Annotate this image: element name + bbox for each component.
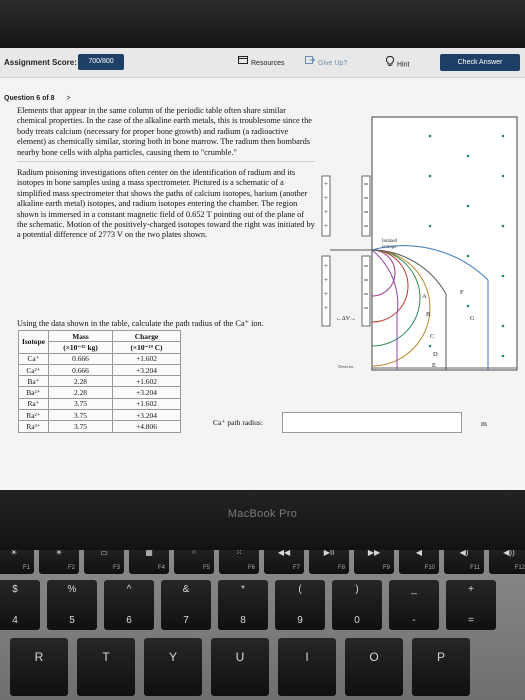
laptop-brand-text: MacBook Pro — [227, 508, 298, 520]
assignment-score-value: 700/800 — [78, 54, 124, 70]
key-main-symbol: 0 — [354, 615, 360, 626]
cell-isotope: Ca⁺ — [19, 353, 49, 364]
function-key-icon: ▶▶ — [367, 550, 381, 557]
give-up-icon — [305, 56, 315, 70]
cell-isotope: Ra³⁺ — [19, 421, 49, 432]
path-label-e: E — [432, 362, 436, 369]
letter-key-label: U — [235, 650, 245, 664]
cell-isotope: Ra⁺ — [19, 398, 49, 409]
assignment-header — [0, 48, 525, 78]
function-key-7[interactable] — [264, 550, 304, 574]
key-shift-symbol: $ — [12, 584, 18, 595]
letter-key[interactable] — [144, 638, 202, 696]
function-key-label: F7 — [292, 565, 300, 571]
plate-sign: + — [324, 276, 328, 284]
key-main-symbol: = — [468, 615, 474, 626]
plate-charges — [324, 180, 328, 312]
function-key-icon: ◀ — [415, 550, 423, 557]
key-main-symbol: - — [412, 615, 416, 626]
check-answer-button[interactable]: Check Answer — [440, 54, 520, 71]
resources-button[interactable] — [238, 56, 284, 70]
function-key-5[interactable] — [174, 550, 214, 574]
assignment-score-label: Assignment Score: — [4, 58, 77, 67]
table-row — [19, 421, 181, 432]
key-main-symbol: 5 — [69, 615, 75, 626]
question-text — [17, 106, 315, 245]
cell-charge: +3.204 — [113, 387, 181, 398]
key-main-symbol: 6 — [126, 615, 132, 626]
question-navigation — [4, 95, 71, 102]
key-shift-symbol: & — [182, 584, 190, 595]
number-key[interactable] — [332, 580, 382, 630]
function-key-2[interactable] — [39, 550, 79, 574]
number-key[interactable] — [275, 580, 325, 630]
letter-key-label: R — [34, 650, 44, 664]
function-key-icon: ⁘ — [190, 550, 198, 557]
cell-mass: 2.28 — [49, 376, 113, 387]
laptop-bezel-top — [0, 0, 525, 48]
key-shift-symbol: ) — [355, 584, 359, 595]
function-key-10[interactable] — [399, 550, 439, 574]
hint-button[interactable] — [386, 56, 409, 70]
letter-key-label: Y — [168, 650, 177, 664]
table-header-charge-unit: (×10⁻¹⁹ C) — [113, 342, 181, 353]
question-counter: Question 6 of 8 — [4, 95, 55, 102]
function-key-label: F4 — [157, 565, 165, 571]
cell-isotope: Ra²⁺ — [19, 410, 49, 421]
function-key-label: F9 — [382, 565, 390, 571]
function-key-label: F5 — [202, 565, 210, 571]
number-key[interactable] — [0, 580, 40, 630]
function-key-label: F6 — [247, 565, 255, 571]
plate-sign: + — [324, 262, 328, 270]
plate-sign: + — [324, 222, 328, 230]
letter-key-label: P — [436, 650, 445, 664]
give-up-button[interactable] — [305, 56, 347, 70]
function-key-label: F1 — [22, 565, 30, 571]
resources-label: Resources — [251, 59, 285, 67]
number-key[interactable] — [389, 580, 439, 630]
keyboard — [0, 550, 525, 700]
letter-key[interactable] — [10, 638, 68, 696]
plate-sign: + — [324, 304, 328, 312]
cell-mass: 3.75 — [49, 398, 113, 409]
function-key-12[interactable] — [489, 550, 525, 574]
plate-sign: + — [324, 290, 328, 298]
resources-icon — [238, 56, 248, 70]
path-label-f: F — [460, 289, 464, 296]
cell-mass: 0.666 — [49, 364, 113, 375]
number-key[interactable] — [218, 580, 268, 630]
key-shift-symbol: ( — [298, 584, 302, 595]
cell-charge: +1.602 — [113, 376, 181, 387]
letter-key[interactable] — [77, 638, 135, 696]
function-key-icon: ▭ — [100, 550, 108, 557]
cell-charge: +3.204 — [113, 364, 181, 375]
question-paragraph-intro: Elements that appear in the same column of the periodic table often share similar chemical properties. In the case of the alkaline earth metals, this is troublesome since the body treats calcium (necessary for proper bone growth) and radium (a radioactive element) as chemically similar, storing both in bone marrow. The radium then bombards nearby bone cells with alpha particles, causing them to "crumble." — [17, 106, 315, 162]
function-key-1[interactable] — [0, 550, 34, 574]
letter-key[interactable] — [345, 638, 403, 696]
key-shift-symbol: _ — [411, 584, 417, 595]
cell-charge: +1.602 — [113, 398, 181, 409]
plate-sign: + — [324, 194, 328, 202]
path-label-b: B — [426, 311, 431, 318]
letter-key-label: O — [369, 650, 379, 664]
function-key-3[interactable] — [84, 550, 124, 574]
key-main-symbol: 9 — [297, 615, 303, 626]
cell-charge: +1.602 — [113, 353, 181, 364]
question-prompt: Using the data shown in the table, calculate the path radius of the Ca⁺ ion. — [17, 319, 264, 328]
function-key-icon: ◀)) — [503, 550, 515, 557]
mass-spectrometer-svg — [318, 116, 518, 371]
function-key-label: F3 — [112, 565, 120, 571]
function-key-label: F8 — [337, 565, 345, 571]
number-key[interactable] — [446, 580, 496, 630]
key-shift-symbol: + — [468, 584, 474, 595]
key-main-symbol: 4 — [12, 615, 18, 626]
function-key-label: F12 — [514, 565, 525, 571]
cell-charge: +4.806 — [113, 421, 181, 432]
cell-mass: 3.75 — [49, 410, 113, 421]
path-label-g: G — [470, 315, 475, 322]
question-paragraph-setup: Radium poisoning investigations often center on the identification of radium and its isotopes in bone samples using a mass spectrometer. Pictured is a schematic of a simplified mass spectrometer that shows the paths of calcium isotopes, barium (another alkaline earth metal) isotopes, and radium isotopes entering the chamber. The region shown is immersed in a constant magnetic field of 0.652 T pointing out of the plane of the schematic. Motion of the positively-charged isotopes toward the right was initiated by a potential difference of 2773 V on the two plates shown. — [17, 168, 315, 240]
table-row — [19, 410, 181, 421]
ionized-label-2: isotope — [382, 245, 397, 250]
right-plate-lower — [362, 256, 370, 326]
key-shift-symbol: % — [67, 584, 77, 595]
function-key-icon: ☀ — [55, 550, 63, 557]
key-shift-symbol: * — [241, 584, 245, 595]
key-main-symbol: 8 — [240, 615, 246, 626]
letter-key[interactable] — [278, 638, 336, 696]
table-row — [19, 376, 181, 387]
function-key-9[interactable] — [354, 550, 394, 574]
letter-key-label: I — [305, 650, 309, 664]
table-row — [19, 353, 181, 364]
cell-isotope: Ca²⁺ — [19, 364, 49, 375]
table-header-charge: Charge — [113, 331, 181, 342]
key-main-symbol: 7 — [183, 615, 189, 626]
ionized-label-1: Ionized — [382, 239, 397, 244]
right-plate-upper — [362, 176, 370, 236]
letter-key[interactable] — [412, 638, 470, 696]
table-row — [19, 364, 181, 375]
detector-label: Detector — [338, 364, 354, 369]
give-up-label: Give Up? — [318, 59, 348, 67]
hint-label: Hint — [397, 61, 410, 69]
function-key-label: F2 — [67, 565, 75, 571]
cell-mass: 0.666 — [49, 353, 113, 364]
function-key-icon: ▦ — [145, 550, 153, 557]
function-key-11[interactable] — [444, 550, 484, 574]
function-key-icon: ▶II — [323, 550, 335, 557]
letter-key-label: T — [102, 650, 110, 664]
cell-isotope: Ba⁺ — [19, 376, 49, 387]
letter-key[interactable] — [211, 638, 269, 696]
table-header-mass: Mass — [49, 331, 113, 342]
isotope-data-table — [18, 330, 181, 433]
screen — [0, 48, 525, 490]
path-label-c: C — [430, 333, 435, 340]
answer-unit: m — [481, 419, 487, 428]
answer-label: Ca⁺ path radius: — [213, 418, 263, 427]
delta-v-label: ←ΔV→ — [335, 316, 357, 322]
next-question-arrow[interactable]: > — [66, 95, 71, 102]
function-key-icon: ⁙ — [235, 550, 243, 557]
function-key-label: F11 — [470, 565, 480, 571]
function-key-icon: ◀) — [459, 550, 469, 557]
plate-sign: + — [324, 208, 328, 216]
table-header-isotope: Isotope — [19, 331, 49, 354]
number-key[interactable] — [104, 580, 154, 630]
mass-spectrometer-diagram — [318, 116, 518, 371]
laptop-bezel-bottom — [0, 490, 525, 550]
number-key[interactable] — [47, 580, 97, 630]
function-key-4[interactable] — [129, 550, 169, 574]
path-label-d: D — [433, 351, 438, 358]
table-header-mass-unit: (×10⁻²⁵ kg) — [49, 342, 113, 353]
function-key-icon: ◀◀ — [277, 550, 291, 557]
number-key[interactable] — [161, 580, 211, 630]
cell-isotope: Ba²⁺ — [19, 387, 49, 398]
lightbulb-icon — [386, 56, 394, 73]
plate-sign: + — [324, 180, 328, 188]
function-key-label: F10 — [424, 565, 435, 571]
cell-mass: 3.75 — [49, 421, 113, 432]
table-row — [19, 398, 181, 409]
cell-charge: +3.204 — [113, 410, 181, 421]
function-key-icon: ☀ — [10, 550, 18, 557]
table-row — [19, 387, 181, 398]
function-key-8[interactable] — [309, 550, 349, 574]
path-radius-input[interactable] — [282, 412, 462, 433]
key-shift-symbol: ^ — [126, 584, 132, 595]
function-key-6[interactable] — [219, 550, 259, 574]
path-label-a: A — [422, 293, 427, 300]
cell-mass: 2.28 — [49, 387, 113, 398]
